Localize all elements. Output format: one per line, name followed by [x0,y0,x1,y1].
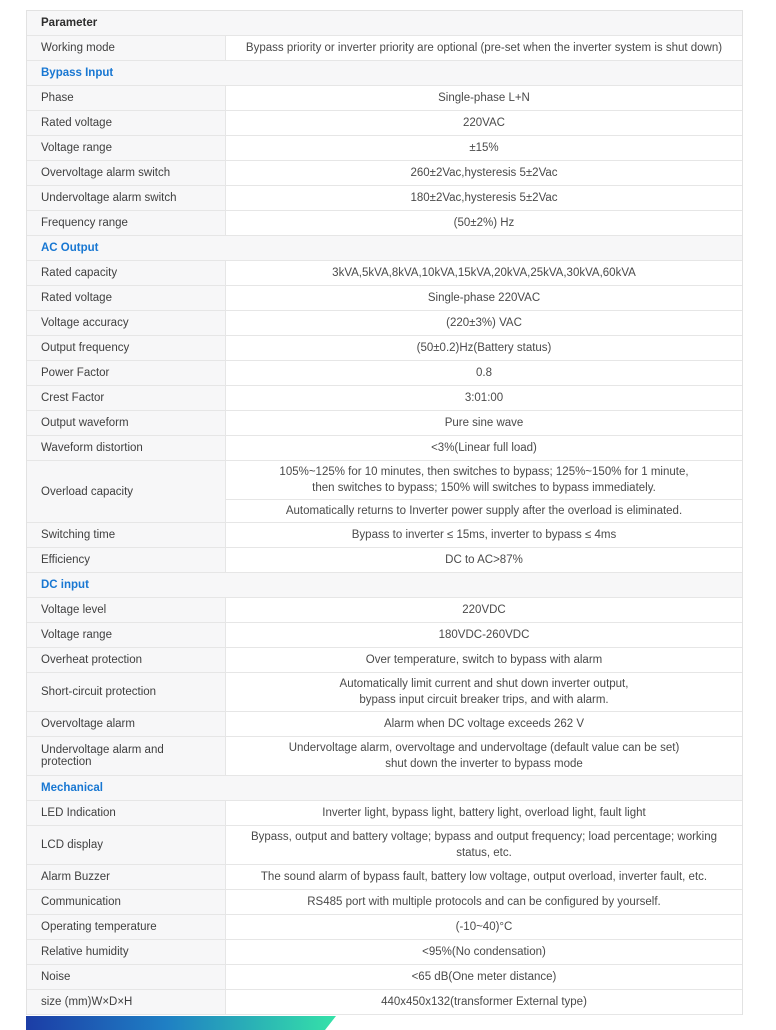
table-row [27,336,742,361]
value-line: (220±3%) VAC [446,317,522,329]
param-cell [27,548,226,572]
param-cell [27,712,226,736]
table-row [27,548,742,573]
param-cell [27,461,226,522]
param-cell [27,336,226,360]
param-label: Relative humidity [41,946,129,958]
param-label: Overload capacity [41,485,134,498]
param-label: Operating temperature [41,921,157,933]
param-label: Output waveform [41,417,129,429]
value-line: 3:01:00 [464,392,504,404]
table-row [27,940,742,965]
value-cell [226,598,742,622]
param-label: Voltage accuracy [41,317,129,329]
param-label: Overheat protection [41,654,143,666]
value-line: RS485 port with multiple protocols and can be configured by yourself. [307,896,661,908]
param-label: Undervoltage alarm switch [41,192,177,204]
value-cell [226,890,742,914]
value-cell [226,36,742,60]
param-cell [27,915,226,939]
value-line: 105%~125% for 10 minutes, then switches to bypass; 125%~150% for 1 minute, [279,466,689,478]
param-cell [27,361,226,385]
value-line: (-10~40)°C [455,921,513,933]
param-cell [27,411,226,435]
value-line: 260±2Vac,hysteresis 5±2Vac [410,167,558,179]
param-label: Communication [41,896,121,908]
spec-table [26,10,743,1015]
value-cell [226,386,742,410]
value-line: DC to AC>87% [445,554,523,566]
table-row [27,261,742,286]
value-column [226,311,742,335]
param-label: LED Indication [41,807,116,819]
value-column [226,436,742,460]
value-column [226,737,742,775]
value-cell [226,940,742,964]
param-label: Switching time [41,529,116,541]
param-label: Voltage range [41,629,112,641]
table-row [27,386,742,411]
param-label: Output frequency [41,342,130,354]
section-label: Bypass Input [41,67,114,79]
param-cell [27,211,226,235]
value-column [226,801,742,825]
table-row [27,737,742,776]
param-cell [27,436,226,460]
param-cell [27,865,226,889]
param-cell [27,598,226,622]
value-column [226,648,742,672]
value-cell [226,673,742,711]
value-cell [226,311,742,335]
table-rows [27,36,742,1015]
table-row [27,136,742,161]
value-column [226,826,742,864]
param-cell [27,648,226,672]
value-line: Bypass priority or inverter priority are optional (pre-set when the inverter system is shut down) [245,42,723,54]
param-cell [27,737,226,775]
value-line: shut down the inverter to bypass mode [385,758,583,770]
table-row [27,801,742,826]
value-column [226,36,742,60]
value-line: <3%(Linear full load) [431,442,537,454]
value-column [226,161,742,185]
value-column [226,712,742,736]
table-row [27,712,742,737]
param-label: Short-circuit protection [41,686,157,698]
value-cell [226,826,742,864]
value-line: <95%(No condensation) [422,946,546,958]
param-label: size (mm)W×D×H [41,996,133,1008]
value-column [226,286,742,310]
table-row [27,623,742,648]
param-cell [27,186,226,210]
param-cell [27,86,226,110]
value-column [226,673,742,711]
value-line: (50±0.2)Hz(Battery status) [416,342,552,354]
value-column [226,336,742,360]
param-label: Waveform distortion [41,442,143,454]
section-label: DC input [41,579,89,591]
value-cell [226,361,742,385]
value-cell [226,737,742,775]
table-row [27,826,742,865]
value-line: Single-phase L+N [438,92,530,104]
value-cell [226,261,742,285]
param-label: Undervoltage alarm and protection [41,744,164,768]
value-cell [226,336,742,360]
table-row [27,865,742,890]
table-row [27,86,742,111]
table-row [27,311,742,336]
value-line: <65 dB(One meter distance) [411,971,557,983]
param-label: Noise [41,971,71,983]
section-row [27,236,742,261]
value-cell [226,915,742,939]
param-cell [27,890,226,914]
value-cell [226,623,742,647]
value-column [226,940,742,964]
table-row [27,598,742,623]
value-line: Pure sine wave [444,417,524,429]
table-row [27,36,742,61]
param-label: Working mode [41,42,115,54]
section-row [27,573,742,598]
param-label: Rated voltage [41,292,112,304]
table-row [27,915,742,940]
table-row [27,361,742,386]
table-row [27,890,742,915]
footer-gradient-bar [26,1016,336,1030]
table-row [27,161,742,186]
table-row [27,411,742,436]
value-line: bypass input circuit breaker trips, and with alarm. [359,694,609,706]
value-cell [226,965,742,989]
param-cell [27,161,226,185]
value-cell [226,801,742,825]
table-row [27,461,742,523]
value-column [226,965,742,989]
table-row [27,673,742,712]
param-label: Rated voltage [41,117,112,129]
value-column [226,548,742,572]
param-cell [27,940,226,964]
table-row [27,523,742,548]
value-column [226,865,742,889]
value-cell [226,136,742,160]
value-cell [226,990,742,1014]
param-label: Alarm Buzzer [41,871,111,883]
value-line: Bypass, output and battery voltage; bypass and output frequency; load percentage; working status, etc. [250,831,718,859]
value-line: The sound alarm of bypass fault, battery low voltage, output overload, inverter fault, etc. [260,871,708,883]
value-cell [226,436,742,460]
param-cell [27,673,226,711]
param-cell [27,386,226,410]
param-cell [27,965,226,989]
param-label: Overvoltage alarm [41,718,135,730]
value-cell [226,86,742,110]
value-cell [226,712,742,736]
param-cell [27,623,226,647]
value-cell [226,211,742,235]
value-cell [226,865,742,889]
value-column [226,361,742,385]
param-cell [27,311,226,335]
value-column [226,261,742,285]
table-row [27,965,742,990]
value-column [226,136,742,160]
value-line: Bypass to inverter ≤ 15ms, inverter to bypass ≤ 4ms [351,529,617,541]
table-header [27,11,742,36]
value-line: Single-phase 220VAC [427,292,541,304]
value-column [226,598,742,622]
param-cell [27,261,226,285]
param-cell [27,111,226,135]
value-line: (50±2%) Hz [453,217,515,229]
value-cell [226,111,742,135]
value-cell [226,461,742,499]
param-label: LCD display [41,839,103,851]
param-cell [27,801,226,825]
table-header-label: Parameter [41,17,98,29]
value-column [226,623,742,647]
table-row [27,648,742,673]
value-line: 0.8 [476,367,492,379]
param-cell [27,136,226,160]
table-row [27,186,742,211]
value-line: then switches to bypass; 150% will switches to bypass immediately. [312,482,656,494]
value-cell [226,286,742,310]
value-column [226,990,742,1014]
value-line: Alarm when DC voltage exceeds 262 V [383,718,585,730]
param-cell [27,286,226,310]
value-cell [226,648,742,672]
param-label: Crest Factor [41,392,105,404]
value-line: 220VAC [463,117,505,129]
value-line: Inverter light, bypass light, battery light, overload light, fault light [322,807,646,819]
value-cell [226,548,742,572]
value-line: 220VDC [462,604,506,616]
param-cell [27,990,226,1014]
value-column [226,523,742,547]
value-cell [226,411,742,435]
value-column [226,386,742,410]
section-label: Mechanical [41,782,103,794]
value-column [226,186,742,210]
value-line: Undervoltage alarm, overvoltage and undervoltage (default value can be set) [288,742,680,754]
value-column [226,111,742,135]
value-column [226,461,742,522]
table-row [27,436,742,461]
table-row [27,990,742,1015]
value-cell [226,523,742,547]
param-label: Efficiency [41,554,91,566]
param-label: Phase [41,92,74,104]
value-line: Automatically limit current and shut down inverter output, [339,678,629,690]
value-column [226,86,742,110]
value-line: ±15% [469,142,499,154]
value-line: Over temperature, switch to bypass with alarm [365,654,603,666]
value-line: 3kVA,5kVA,8kVA,10kVA,15kVA,20kVA,25kVA,30kVA,60kVA [332,267,636,279]
table-row [27,286,742,311]
table-row [27,111,742,136]
param-cell [27,523,226,547]
value-line: 180±2Vac,hysteresis 5±2Vac [410,192,558,204]
param-cell [27,826,226,864]
param-label: Rated capacity [41,267,118,279]
param-label: Voltage range [41,142,112,154]
value-line: 180VDC-260VDC [438,629,530,641]
section-row [27,776,742,801]
value-line: Automatically returns to Inverter power supply after the overload is eliminated. [285,505,683,517]
value-cell [226,499,742,522]
param-cell [27,36,226,60]
param-label: Power Factor [41,367,110,379]
value-column [226,411,742,435]
section-row [27,61,742,86]
value-cell [226,161,742,185]
value-column [226,915,742,939]
value-column [226,890,742,914]
table-row [27,211,742,236]
param-label: Frequency range [41,217,128,229]
param-label: Overvoltage alarm switch [41,167,171,179]
value-cell [226,186,742,210]
param-label: Voltage level [41,604,107,616]
value-line: 440x450x132(transformer External type) [381,996,587,1008]
value-column [226,211,742,235]
section-label: AC Output [41,242,99,254]
